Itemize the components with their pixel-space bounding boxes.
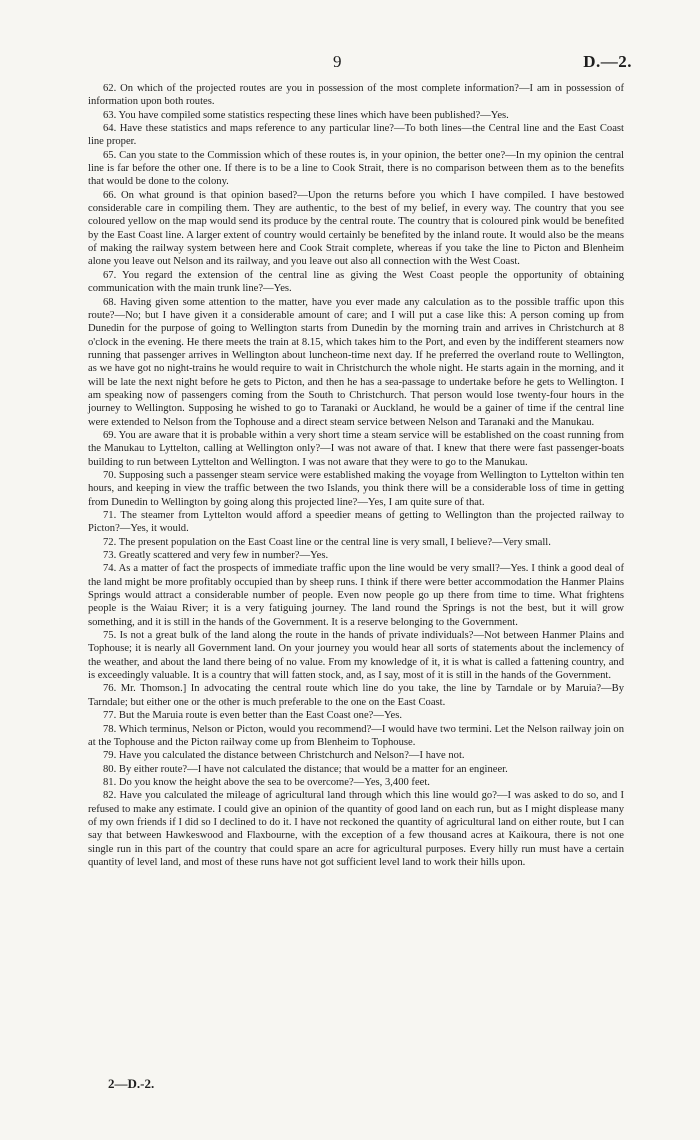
question-72: 72. The present population on the East Coast line or the central line is very small, I believe?—Very small.	[103, 536, 551, 548]
question-68: 68. Having given some attention to the matter, have you ever made any calculation as to the possible traffic upon this route?—No; but I have given it a considerable amount of care; and I will put a case like this: A person coming up from Dunedin for the purpose of going to Wellington starts from Dunedin by the morning train and arrives in Christchurch at 8 o'clock in the evening. He there meets the train at 8.15, which takes him to the Port, and even by the indifferent steamers now running that passenger arrives in Wellington about luncheon-time next day. If he preferred the overland route to Wellington, as we have got no night-trains he would require to wait in Christchurch the whole night. He starts again in the morning, and it will be late the next night before he gets to Picton, and then he has a sea-passage to undertake before he gets to Wellington. I am speaking now of passengers coming from the South to Christchurch. That person would lose twenty-four hours in the journey to Wellington. Supposing he wished to go to Taranaki or Auckland, he would be a gainer of time if the central line were extended to Nelson from the Tophouse and a direct steam service between Nelson and Taranaki and the Manukau.	[88, 296, 624, 428]
question-76: 76. Mr. Thomson.] In advocating the central route which line do you take, the line by Tarndale or by Maruia?—By Tarndale; but either one or the other is much preferable to the one on the East Coast.	[88, 683, 624, 708]
question-66: 66. On what ground is that opinion based?—Upon the returns before you which I have compiled. I have bestowed considerable care in compiling them. They are authentic, to the best of my belief, in every way. The country that you see coloured yellow on the map would send its produce by the central route. The country that is coloured pink would be benefited by the East Coast line. A larger extent of country would certainly be benefited by the inland route. It would also be the means of making the railway system between here and Cook Strait complete, whereas if you take the line to Picton and Blenheim alone you leave out Nelson and its railway, and you leave out also all connection with the West Coast.	[88, 189, 624, 268]
question-74: 74. As a matter of fact the prospects of immediate traffic upon the line would be very small?—Yes. I think a good deal of the land might be more profitably occupied than by sheep runs. I think if there were better accommodation the Hanmer Plains Springs would attract a considerable number of people. Even now people go up there from time to time. What frightens people is the Waiau River; it is a very fatiguing journey. The land round the Springs is not the best, but it will grow something, and it is still in the hands of the Government. It is a reserve belonging to the Government.	[88, 563, 624, 628]
question-81: 81. Do you know the height above the sea to be overcome?—Yes, 3,400 feet.	[103, 776, 430, 788]
question-64: 64. Have these statistics and maps reference to any particular line?—To both lines—the Central line and the East Coast line proper.	[88, 123, 624, 148]
question-78: 78. Which terminus, Nelson or Picton, would you recommend?—I would have two termini. Let the Nelson railway join on at the Tophouse and the Picton railway come up from Blenheim to Tophouse.	[88, 723, 624, 748]
question-82: 82. Have you calculated the mileage of agricultural land through which this line would go?—I was asked to do so, and I refused to make any estimate. I could give an opinion of the quantity of good land on each run, but as I might displease many of my own friends if I did so I declined to do it. I have not reckoned the quantity of agricultural land on either route, but I can say that between Hawkeswood and Flaxbourne, with the exception of a few thousand acres at Kaikoura, there is not one single run in this part of the country that could spare an acre for agricultural purposes. Every hilly run must have a certain quantity of level land, and most of these runs have not got sufficient level land to work their hills upon.	[88, 790, 624, 868]
page-header	[0, 52, 700, 74]
question-70: 70. Supposing such a passenger steam service were established making the voyage from Wellington to Lyttelton within ten hours, and keeping in view the traffic between the two Islands, you think there will be a considerable loss of time in getting from Dunedin to Wellington by going along this projected line?—Yes, I am quite sure of that.	[88, 469, 624, 508]
question-79: 79. Have you calculated the distance between Christchurch and Nelson?—I have not.	[103, 750, 465, 762]
document-reference: D.—2.	[583, 52, 632, 71]
question-69: 69. You are aware that it is probable within a very short time a steam service will be established on the coast running from the Manukau to Lyttelton, calling at Wellington only?—I was not aware of that. I knew that there were fast passenger-boats building to run between Lyttelton and Wellington. I was not aware that they were to go to the Manukau.	[88, 429, 624, 468]
question-65: 65. Can you state to the Commission which of these routes is, in your opinion, the better one?—In my opinion the central line is far before the other one. If there is to be a line to Cook Strait, there is no comparison between them as to the benefits that would be done to the colony.	[88, 149, 624, 188]
question-77: 77. But the Maruia route is even better than the East Coast one?—Yes.	[103, 710, 403, 722]
question-71: 71. The steamer from Lyttelton would afford a speedier means of getting to Wellington than the projected railway to Picton?—Yes, it would.	[88, 510, 624, 535]
evidence-text	[88, 82, 624, 869]
signature-reference: 2—D.-2.	[108, 1076, 155, 1091]
page-number: 9	[333, 52, 342, 71]
question-80: 80. By either route?—I have not calculated the distance; that would be a matter for an engineer.	[103, 763, 508, 775]
question-75: 75. Is not a great bulk of the land along the route in the hands of private individuals?—Not between Hanmer Plains and Tophouse; it is nearly all Government land. On your journey you would hear all sorts of statements about the inclemency of the weather, and about the land there being of no value. From my knowledge of it, it is what is called a fattening country, and is exceedingly valuable. It is a country that will fatten stock, and, as I say, most of it is still in the hands of the Government.	[88, 630, 624, 682]
question-73: 73. Greatly scattered and very few in number?—Yes.	[103, 550, 329, 562]
question-63: 63. You have compiled some statistics respecting these lines which have been published?—Yes.	[103, 109, 509, 121]
question-67: 67. You regard the extension of the central line as giving the West Coast people the opportunity of obtaining communication with the main trunk line?—Yes.	[88, 269, 624, 295]
question-62: 62. On which of the projected routes are you in possession of the most complete information?—I am in possession of information upon both routes.	[88, 83, 624, 108]
